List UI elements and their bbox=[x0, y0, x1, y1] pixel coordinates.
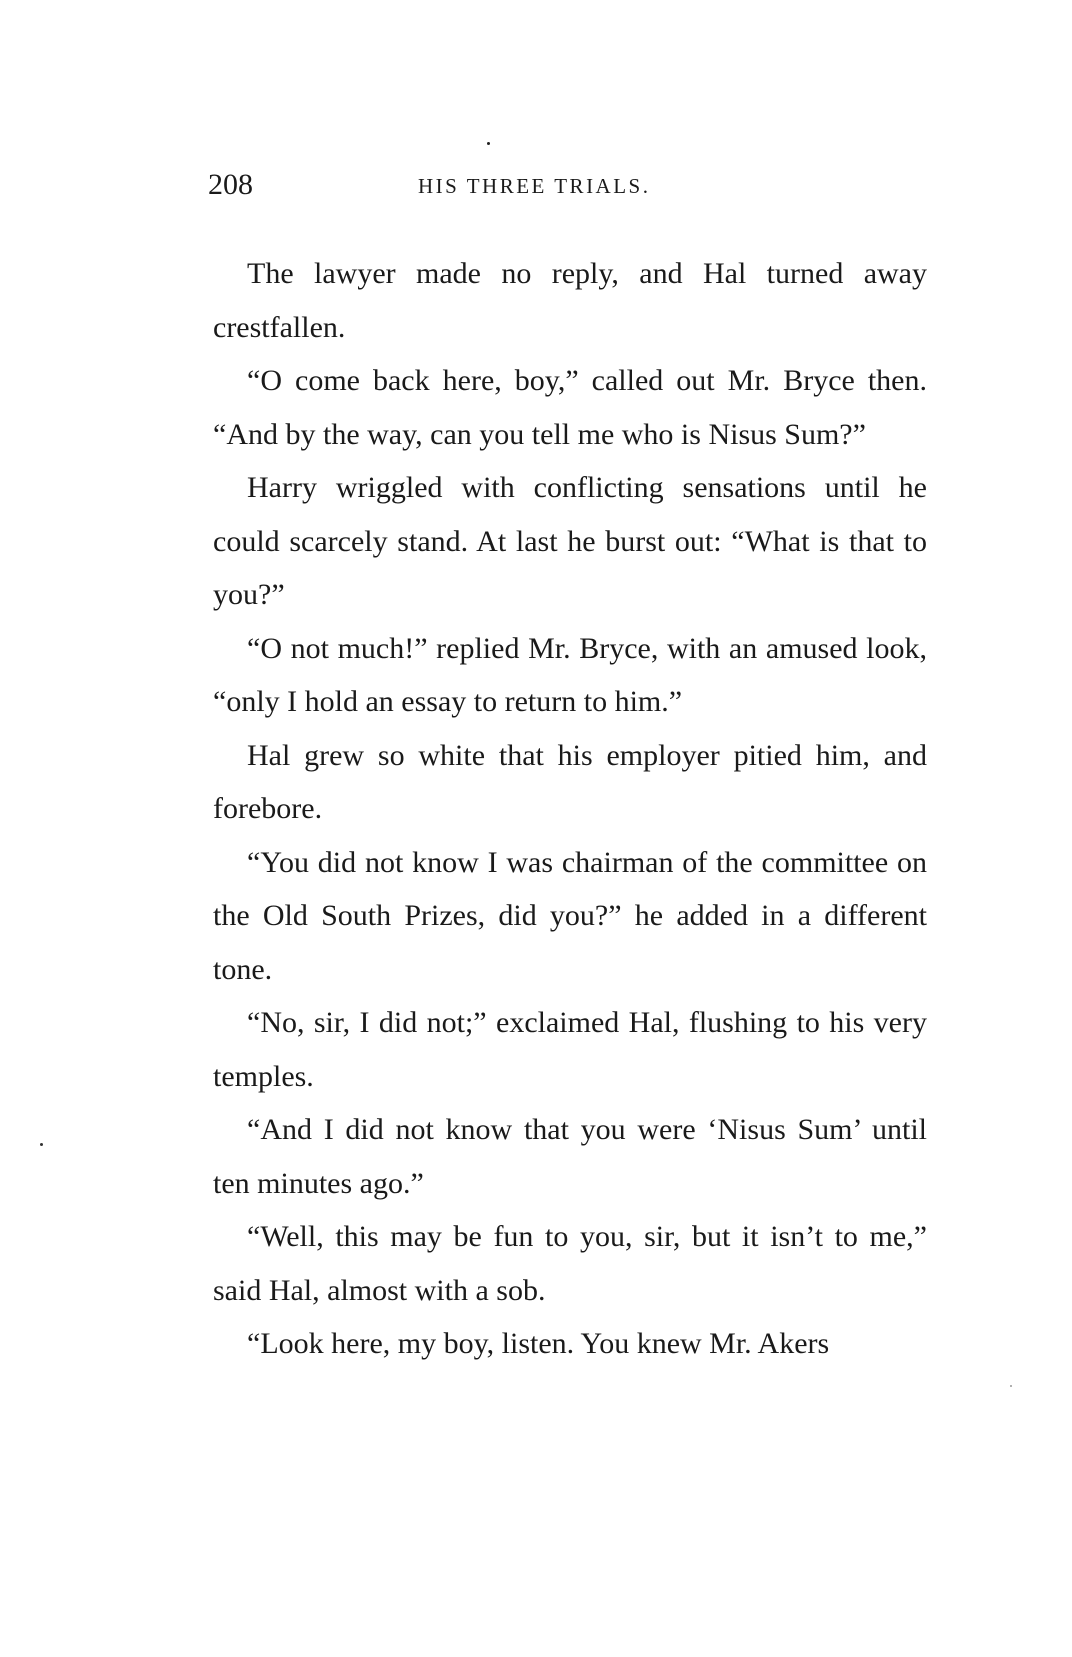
printing-speck bbox=[487, 142, 490, 145]
paragraph: Hal grew so white that his employer pitied him, and forebore. bbox=[213, 738, 927, 825]
paragraph: “No, sir, I did not;” exclaimed Hal, flushing to his very temples. bbox=[213, 1006, 927, 1093]
paragraph: “You did not know I was chairman of the committee on the Old South Prizes, did you?” he added in a different tone. bbox=[213, 845, 927, 986]
page-header bbox=[208, 168, 928, 208]
page-number: 208 bbox=[208, 168, 253, 201]
paragraph: Harry wriggled with conflicting sensations until he could scarcely stand. At last he burst out: “What is that to you?” bbox=[213, 471, 927, 611]
paragraph: “Well, this may be fun to you, sir, but it isn’t to me,” said Hal, almost with a sob. bbox=[213, 1220, 927, 1307]
paragraph: “O not much!” replied Mr. Bryce, with an amused look, “only I hold an essay to return to him.” bbox=[213, 631, 927, 718]
body-text bbox=[213, 247, 927, 1371]
printing-speck bbox=[1010, 1385, 1012, 1387]
paragraph: The lawyer made no reply, and Hal turned away crestfallen. bbox=[213, 257, 927, 344]
paragraph: “O come back here, boy,” called out Mr. Bryce then. “And by the way, can you tell me who is Nisus Sum?” bbox=[213, 364, 927, 451]
paragraph: “Look here, my boy, listen. You knew Mr. Akers bbox=[247, 1327, 830, 1360]
running-title: HIS THREE TRIALS. bbox=[418, 174, 651, 198]
printing-speck bbox=[40, 1143, 43, 1146]
paragraph: “And I did not know that you were ‘Nisus Sum’ until ten minutes ago.” bbox=[213, 1113, 927, 1200]
